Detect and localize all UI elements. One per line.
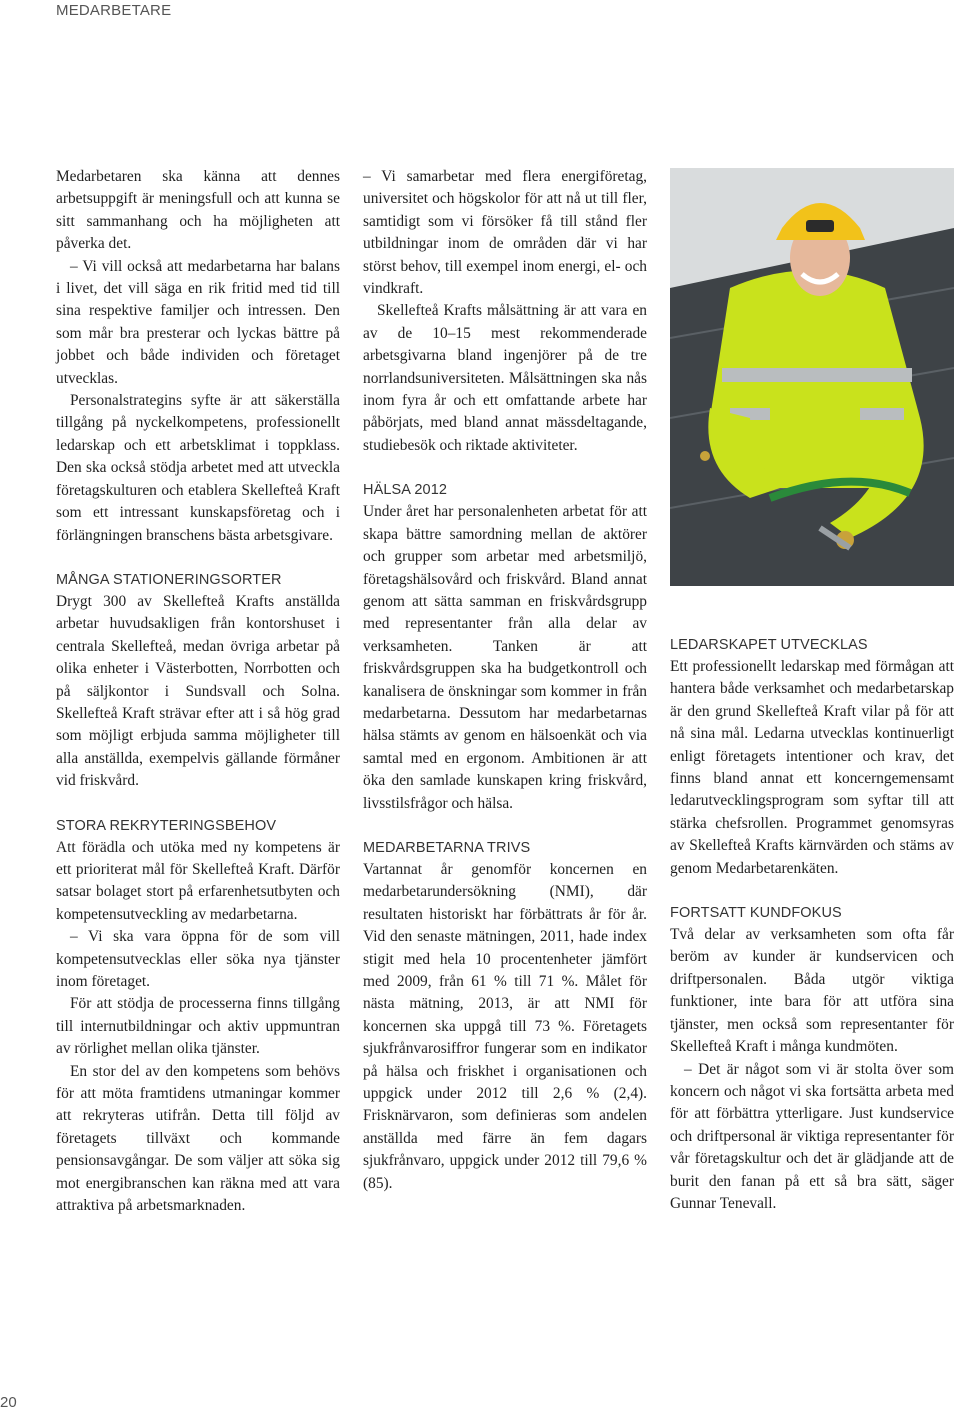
section-heading-halsa: HÄLSA 2012 — [363, 482, 448, 499]
text-column-3 — [670, 634, 954, 1215]
roof-anchor — [700, 451, 710, 461]
page-number: 20 — [0, 1394, 17, 1411]
worker-illustration — [670, 168, 954, 586]
worker-photo — [670, 168, 954, 586]
reflective-stripe — [860, 408, 904, 420]
body-paragraph: För att stödja de processerna finns tillgång till internutbildningar och aktiv uppmuntran av rörlighet mellan olika tjänster. — [56, 995, 340, 1058]
section-heading-stationeringsorter: MÅNGA STATIONERINGSORTER — [56, 571, 282, 588]
section-heading-ledarskap: LEDARSKAPET UTVECKLAS — [670, 637, 868, 653]
section-heading-kundfokus: FORTSATT KUNDFOKUS — [670, 905, 842, 922]
body-paragraph: Två delar av verksamheten som ofta får beröm av kunder är kundservicen och driftpersonalen. Båda utgör viktiga funktioner, inte bara för att utföra sina tjänster, men också som representanter för Skellefteå Kraft i många kundmöten. — [670, 926, 954, 1056]
body-paragraph: Ett professionellt ledarskap med förmågan att hantera både verksamhet och medarbetarskap är den grund Skellefteå Kraft vilar på för att nå sina mål. Ledarna utvecklas kontinuerligt enligt företagets intentioner och krav, det finns bland annat ett koncerngemensamt ledarutvecklingsprogram som syftar till att stärka chefsrollen. Programmet genomsyras av Skellefteå Krafts kärnvärden och stäms av genom Medarbetarenkäten. — [670, 658, 954, 877]
headlamp — [806, 220, 834, 232]
body-paragraph: Drygt 300 av Skellefteå Krafts anställda arbetar huvudsakligen från kontorshuset i centrala Skellefteå, medan övriga arbetar på olika enheter i Västerbotten, Norrbotten och på säljkontor i Sundsvall och Solna. Skellefteå Kraft strävar efter att i så hög grad som möjligt erbjuda samma möjligheter till alla anställda, exempelvis gällande förmåner vid friskvård. — [56, 592, 340, 790]
body-paragraph: Medarbetaren ska känna att dennes arbetsuppgift är meningsfull och att kunna se sitt sammanhang och ha möjligheten att påverka det. — [56, 168, 340, 253]
section-heading-rekryteringsbehov: STORA REKRYTERINGSBEHOV — [56, 817, 277, 834]
body-paragraph: Skellefteå Krafts målsättning är att vara en av de 10–15 mest rekommenderade arbetsgivarna bland ingenjörer på de tre norrlandsuniversiteten. Målsättningen ska nås inom fyra år och ett omfattande arbete har påbörjats, med bland annat mässdeltagande, studiebesök och riktade aktiviteter. — [363, 302, 647, 454]
body-paragraph: Personalstrategins syfte är att säkerställa tillgång på nyckelkompetens, professionellt ledarskap och ett arbetsklimat i toppklass. Den ska också stödja arbetet med att utveckla företagskulturen och etablera Skellefteå Kraft som ett intressant kunskapsföretag och i förlängningen branschens bästa arbetsgivare. — [56, 392, 340, 544]
body-paragraph: – Vi ska vara öppna för de som vill kompetensutvecklas eller söka nya tjänster inom företaget. — [56, 928, 340, 990]
section-heading-trivs: MEDARBETARNA TRIVS — [363, 839, 531, 856]
body-paragraph: – Det är något som vi är stolta över som koncern och något vi ska fortsätta arbeta med för att förbättra ytterligare. Just kundservice och driftpersonal är viktiga representanter för vår företagskultur och det är glädjande att de burit den fanan på ett så bra sätt, säger Gunnar Tenevall. — [670, 1060, 954, 1212]
reflective-stripe — [722, 368, 912, 382]
running-head: MEDARBETARE — [56, 2, 172, 19]
body-paragraph: Att förädla och utöka med ny kompetens är ett prioriterat mål för Skellefteå Kraft. Därför satsar bolaget stort på erfarenhetsutbyten och kompetensutveckling av medarbetarna. — [56, 838, 340, 923]
body-paragraph: Under året har personalenheten arbetat för att skapa bättre samordning mellan de aktörer och grupper som arbetar med arbetsmiljö, företagshälsovård och friskvård. Bland annat genom att sätta samman en friskvårdsgrupp med representanter från alla delar av verksamheten. Tanken är att friskvårdsgruppen ska ha budgetkontroll och kanalisera de önskningar som kommer in från medarbetarna. Dessutom har medarbetarnas hälsa stämts av genom en hälsoenkät och via samtal med en ergonom. Ambitionen är att öka den samlade kunskapen kring friskvård, livsstilsfrågor och hälsa. — [363, 503, 647, 812]
body-paragraph: Vartannat år genomför koncernen en medarbetarundersökning (NMI), där resultaten historiskt har förbättrats år för år. Vid den senaste mätningen, 2011, hade index stigit med hela 10 procentenheter jämfört med 2009, från 61 % till 71 %. Målet för nästa mätning, 2013, är att NMI för koncernen ska uppgå till 73 %. Företagets sjukfrånvarosiffror fungerar som en indikator på hälsa och friskhet i organisationen och uppgick under 2012 till 2,6 % (2,4). Frisknärvaron, som definieras som andelen anställda med färre än fem dagars sjukfrånvaro, uppgick under 2012 till 79,6 % (85). — [363, 860, 647, 1192]
body-paragraph: – Vi samarbetar med flera energiföretag, universitet och högskolor för att nå ut till fler, samtidigt som vi försöker få till stånd fler utbildningar inom de områden där vi har störst behov, till exempel inom energi, el- och vindkraft. — [363, 168, 647, 298]
body-paragraph: – Vi vill också att medarbetarna har balans i livet, det vill säga en rik fritid med tid till sina respektive familjer och intressen. Den som mår bra presterar och lyckas bättre på jobbet och både individen och företaget utvecklas. — [56, 257, 340, 387]
text-column-1 — [56, 166, 340, 1217]
body-paragraph: En stor del av den kompetens som behövs för att möta framtidens utmaningar kommer att rekryteras utifrån. Detta till följd av företagets tillväxt och kommande pensionsavgångar. De som väljer att söka sig mot energibranschen kan räkna med att vara attraktiva på arbetsmarknaden. — [56, 1062, 340, 1215]
text-column-2 — [363, 166, 647, 1195]
